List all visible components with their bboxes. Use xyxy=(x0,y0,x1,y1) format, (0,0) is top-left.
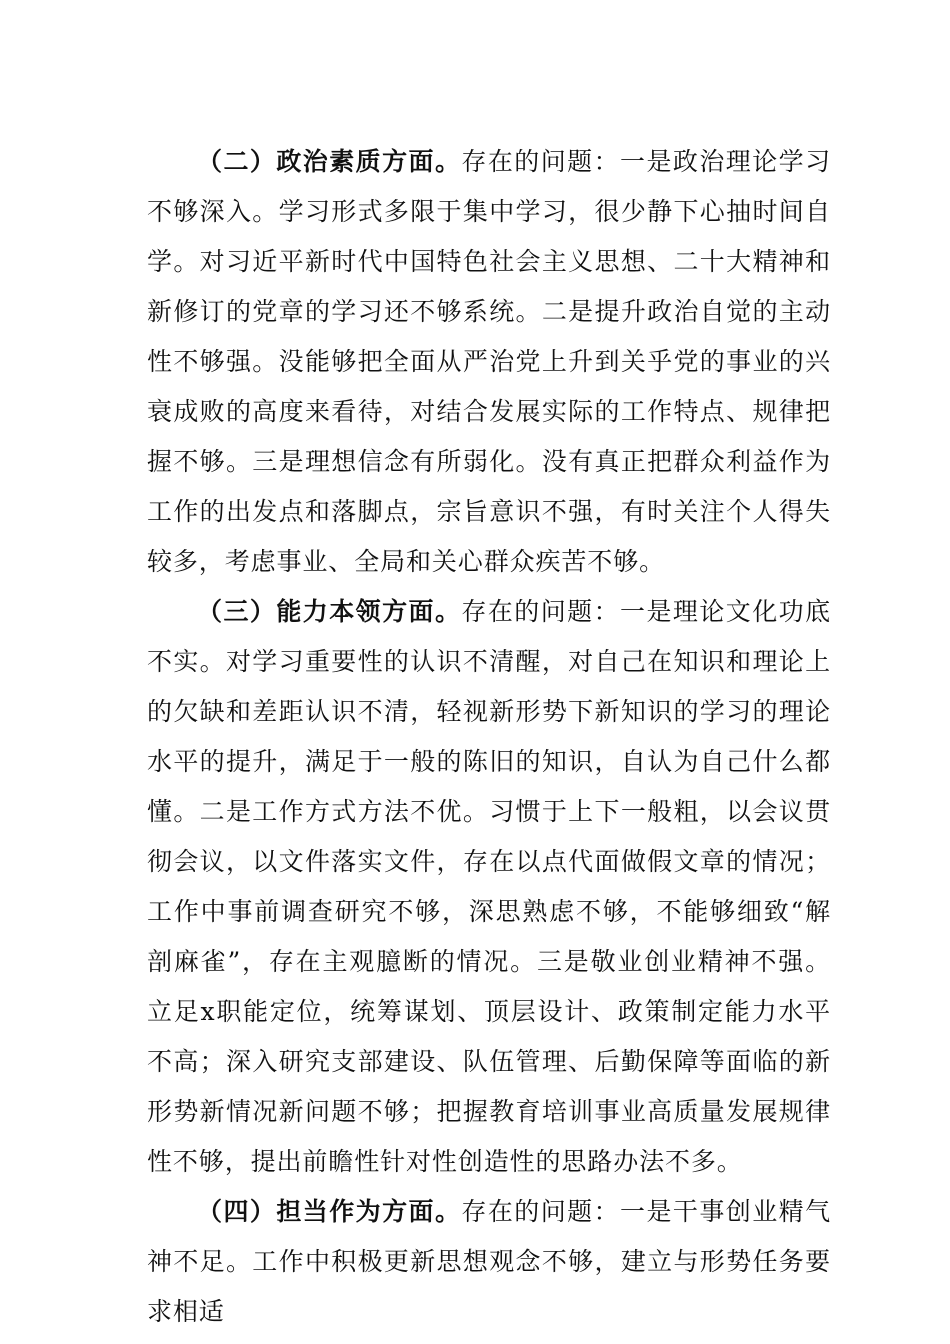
section-heading: （三）能力本领方面。 xyxy=(197,597,462,626)
section-heading: （二）政治素质方面。 xyxy=(197,147,462,176)
paragraph-ability-skills xyxy=(147,587,831,1187)
section-body: 存在的问题：一是政治理论学习不够深入。学习形式多限于集中学习，很少静下心抽时间自学。对习近平新时代中国特色社会主义思想、二十大精神和新修订的党章的学习还不够系统。二是提升政治自觉的主动性不够强。没能够把全面从严治党上升到关乎党的事业的兴衰成败的高度来看待，对结合发展实际的工作特点、规律把握不够。三是理想信念有所弱化。没有真正把群众利益作为工作的出发点和落脚点，宗旨意识不强，有时关注个人得失较多，考虑事业、全局和关心群众疾苦不够。 xyxy=(147,147,831,576)
document-page xyxy=(147,137,831,1337)
section-heading: （四）担当作为方面。 xyxy=(197,1197,462,1226)
paragraph-political-quality xyxy=(147,137,831,587)
section-body: 存在的问题：一是干事创业精气神不足。工作中积极更新思想观念不够，建立与形势任务要求相适 xyxy=(147,1197,831,1326)
paragraph-responsibility xyxy=(147,1187,831,1337)
section-body: 存在的问题：一是理论文化功底不实。对学习重要性的认识不清醒，对自己在知识和理论上的欠缺和差距认识不清，轻视新形势下新知识的学习的理论水平的提升，满足于一般的陈旧的知识，自认为自己什么都懂。二是工作方式方法不优。习惯于上下一般粗，以会议贯彻会议，以文件落实文件，存在以点代面做假文章的情况；工作中事前调查研究不够，深思熟虑不够，不能够细致“解剖麻雀”，存在主观臆断的情况。三是敬业创业精神不强。立足x职能定位，统筹谋划、顶层设计、政策制定能力水平不高；深入研究支部建设、队伍管理、后勤保障等面临的新形势新情况新问题不够；把握教育培训事业高质量发展规律性不够，提出前瞻性针对性创造性的思路办法不多。 xyxy=(147,597,831,1176)
